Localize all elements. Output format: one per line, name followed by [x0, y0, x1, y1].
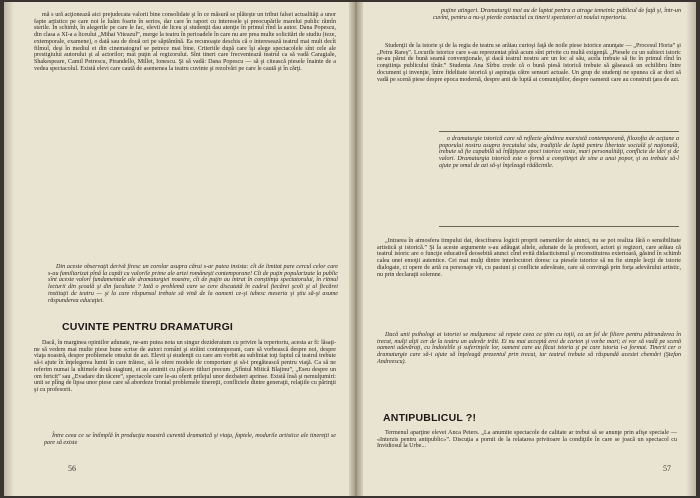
right-top-text [377, 43, 681, 117]
left-top-text [34, 12, 336, 210]
right-middle-text [377, 238, 681, 326]
left-page [4, 2, 349, 496]
right-italic-block [377, 332, 681, 404]
right-italic-paragraph: Dacă unii psihologi ai istoriei se mulţumesc să repete ceea ce ştim cu toţii, ca un fel de filiere pentru pătrunderea în trecut, mulţi alţii cer de la teatru un adevăr trăit. Ei nu mai acceptă eroi de carton şi vorbe mari; ei vor să vadă pe scenă oameni adevăraţi, cu îndoielile şi suferinţele lor, oameni care au făcut istoria şi pe care istoria i-a format. Tinerii cer o dramaturgie care să-i ajute să înţeleagă prezentul prin trecut, iar teatrul trebuie să răspundă acestei chemări (Ştefan Andreescu). [377, 332, 681, 365]
right-quote-paragraph: o dramaturgie istorică care să reflecte gîndirea marxistă contemporană, filozofia de acţiune a poporului nostru asupra trecutului său, tradiţiile de luptă pentru libertate socială şi naţională, trebuie să fie capabilă să înfăţişeze epoci istorice vaste, mari personalităţi, conflicte de idei şi de valori. Dramaturgia istorică este o formă a conştiinţei de sine a unui popor, şi ea trebuie să-l ajute pe omul de azi să-şi înţeleagă rădăcinile. [439, 136, 679, 169]
quote-rule-bottom [439, 226, 679, 227]
right-page [363, 2, 696, 496]
heading-cuvinte-pentru-dramaturgi: CUVINTE PENTRU DRAMATURGI [62, 321, 234, 333]
left-bottom-italic [44, 433, 336, 447]
page-number-right: 57 [663, 464, 671, 473]
book-gutter [349, 2, 363, 496]
right-top-italic [433, 8, 681, 28]
left-italic-paragraph: Din aceste observaţii derivă firesc un corolar asupra cărui s-ar putea insista: cît de limitat pare cercul celor care s-au familiarizat pînă la capăt cu valorile prime ale artei româneşti contemporane! Cît de puţin popularizate la public sînt aceste valori fundamentale ale dramaturgiei noastre, cît de puţin au intrat în conştiinţa spectatorului, în ritmul lecturii din şcoală şi din facultate ? Iată o problemă care se cere discutată în cadrul fiecărei şcoli şi al fiecărei instituţii de teatru — şi la care răspunsul trebuie să vină de la oameni ce-şi iubesc meseria şi ştiu să-şi asume răspunderea educaţiei. [48, 264, 338, 304]
left-italic-block [48, 264, 338, 312]
book-spread [4, 2, 696, 496]
page-number-left: 56 [68, 464, 76, 473]
left-bottom-paragraph: Dacă, în marginea opiniilor adunate, ne-am putea nota un singur dezideratum cu privire la repertoriu, acesta ar fi: lăsaţi-ne să vedem mai multe piese bune scrise de autori români şi străini contemporani, care să vorbească despre noi, despre viaţa noastră, despre problemele omului de azi. Elevii şi studenţii cu care am vorbit au subliniat toţi faptul că teatrul trebuie să-i ajute în înţelegerea lumii în care trăiesc, să le ofere modele de comportare şi să-i pregătească pentru viaţă. Ca să ne referim numai la ultimele două stagiuni, ei au amintit cu plăcere titluri precum „Sfîntul Mitică Blajinu”, „Eseu despre un om fericit” sau „Evadare din tăcere”, spectacole care le-au oferit prilejul unor dezbateri aprinse. Există însă şi nemulţumiri: unii se plîng de lipsa unor piese care să abordeze frontal problemele tinereţii, conflictele dintre generaţii, relaţiile cu părinţii şi cu profesorii. [34, 340, 336, 393]
right-top-paragraph: Studenţii de la istorie şi de la regia de teatru se arătau curioşi faţă de noile piese istorice anunţate — „Procesul Horia” şi „Petru Rareş”. Locurile istorice care s-au reprezentat pînă acum sînt privite cu multă exigenţă. „Piesele cu un subiect istoric ne-au părut de bună seamă convenţionale, şi dacă teatrul nostru are un loc al său, acela trebuie să fie în primul rînd în conştiinţa publicului tînăr.” Studenta Ana Sîrbu crede că o bună piesă istorică trebuie să găsească un echilibru între document şi invenţie, între fidelitate istorică şi aspiraţia către sensuri actuale. Un grup de studenţi ne spunea că ar dori să vadă pe scenă piese despre epoca modernă, despre anii de luptă ai comuniştilor, despre oamenii care au construit ţara de azi. [377, 43, 681, 83]
left-top-paragraph: mă s ură acţionează aici prejudecata valorii bine consolidate şi în ce măsură se plăteşte un tribut falsei actualităţi a unor fapte artistice pe care noi le luăm foarte în serios, dar care în raport cu interesele şi preocupările marelui public rămîn sterile. În schimb, în alegerile pe care le fac, elevii de liceu şi studenţii dau atenţie în primul rînd la autor. Dana Popescu, din clasa a XI-a a liceului „Mihai Viteazul”, merge la teatru în perioadele în care nu are prea multe solicitări de studiu (teze, extemporale, examene), o dată sau de două ori pe săptămînă. Ea recunoaşte deschis că o interesează teatrul mai mult decît filmul, deşi în mediul ei din cinematograf se petrece mai bine. Criteriile după care îşi alege spectacolele sînt cele ale prestigiului autorului şi al actorilor; mai puţin al regizorului. Sînt tineri care frecventează teatrul ca să vadă Caragiale, Shakespeare, Camil Petrescu, Pirandello, Millet, Ionescu. Şi să vadă: Dana Popescu — să şi citească piesele înainte de a vedea spectacolul. Există elevi care caută de asemenea la teatru cuvinte şi rezolvări pe care le caută şi în cărţi. [34, 12, 336, 72]
heading-antipublicul: ANTIPUBLICUL ?! [383, 412, 477, 424]
left-bottom-italic-paragraph: Între ceea ce se întîmplă în producţia noastră curentă dramatică şi viaţa, faptele, modurile artistice ale tinereţii se pare să existe [44, 433, 336, 446]
left-bottom-text [34, 340, 336, 424]
right-quote-block [439, 136, 679, 222]
right-bottom-paragraph: Termenul aparţine elevei Anca Peters. „La anumite spectacole de calitate ar trebui să se anunţe prin afişe speciale — «Interzis pentru antipublic»”. Discuţia a pornit de la relatarea privitoare la condiţiile în care se joacă un spectacol cu Invidiosul la Urbe... [377, 430, 677, 450]
right-middle-paragraph: „Intrarea în atmosfera timpului dat, descifrarea logicii proprii oamenilor de atunci, nu se pot realiza fără o sensibilitate artistică şi istorică.” Şi la aceste argumente s-au adăugat altele, adunate de la profesori, actori şi regizori, care arătau că teatrul istoric are o funcţie educativă deosebită atunci cînd evită didacticismul şi reconstituirea exterioară, găsind în schimb calea unei emoţii autentice. Cei mai mulţi dintre interlocutori doresc ca piesele istorice să nu fie simple lecţii de istorie dialogate, ci opere de artă cu personaje vii, cu pasiuni şi conflicte adevărate, care să convingă prin forţa adevărului artistic, nu prin declaraţii solemne. [377, 238, 681, 278]
right-top-italic-paragraph: puţine atingeri. Dramaturgii mai au de luptat pentru a atrage temeinic publicul de faţă şi, într-un cuvînt, pentru a nu-şi pierde contactul cu tinerii spectatori ai noului repertoriu. [433, 8, 681, 21]
quote-rule-top [439, 131, 679, 132]
right-bottom-text [377, 430, 677, 456]
